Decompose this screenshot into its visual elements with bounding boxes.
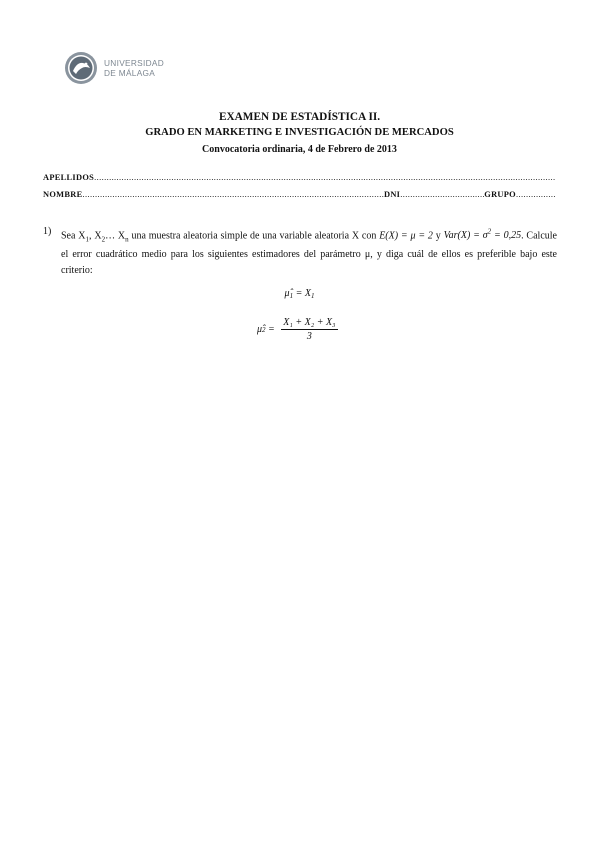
question-text: Sea $X_1$, $X_2\dots$ $X_n$ una muestra aleatoria simple de una variable aleatoria X con E(X) = μ = 2 y $Var(X) = \sigma^2 = 0,25$. Calcule el error cuadrático medio para los siguientes estimadores del parámetro μ, y diga cuál de ellos es preferible bajo este criterio: [61, 228, 557, 277]
exam-title: EXAMEN DE ESTADÍSTICA II. [218, 111, 381, 123]
apellidos-label: APELLIDOS [43, 173, 95, 182]
nombre-dni-grupo-fields [43, 190, 556, 199]
university-name-line2: DE MÁLAGA [104, 68, 156, 78]
dni-dotted-line[interactable] [400, 190, 484, 199]
expectation-formula: E(X) = μ = 2 [379, 230, 433, 242]
fraction-numerator: X₁ + X₂ + X₃ [283, 317, 336, 328]
apellidos-field[interactable] [43, 173, 556, 182]
grupo-dotted-line[interactable] [516, 190, 556, 199]
question-number: 1) [43, 226, 52, 237]
dni-label: DNI [383, 190, 401, 199]
exam-session: Convocatoria ordinaria, 4 de Febrero de 2013 [202, 144, 397, 155]
nombre-label: NOMBRE [43, 190, 83, 199]
university-logo [64, 51, 174, 85]
nombre-dotted-line[interactable] [83, 190, 384, 199]
question-1 [43, 224, 557, 279]
degree-title: GRADO EN MARKETING E INVESTIGACIÓN DE MERCADOS [145, 127, 454, 138]
estimator-2: μ̂ 2 = $\frac{\text{X₁ + X₂ + X₃}}{3}$ [257, 317, 336, 342]
university-seal-icon [64, 51, 98, 85]
fraction-denominator: 3 [306, 331, 312, 342]
grupo-label: GRUPO [484, 190, 516, 199]
university-name [104, 58, 164, 78]
university-name-line1: UNIVERSIDAD [104, 58, 165, 68]
estimator-2-fraction [281, 317, 337, 342]
apellidos-dotted-line [94, 173, 556, 182]
variance-formula: $Var(X) = \sigma^2 = 0,25$ [443, 228, 522, 242]
estimator-1: $\mû_1 = X_1$ [284, 288, 315, 300]
